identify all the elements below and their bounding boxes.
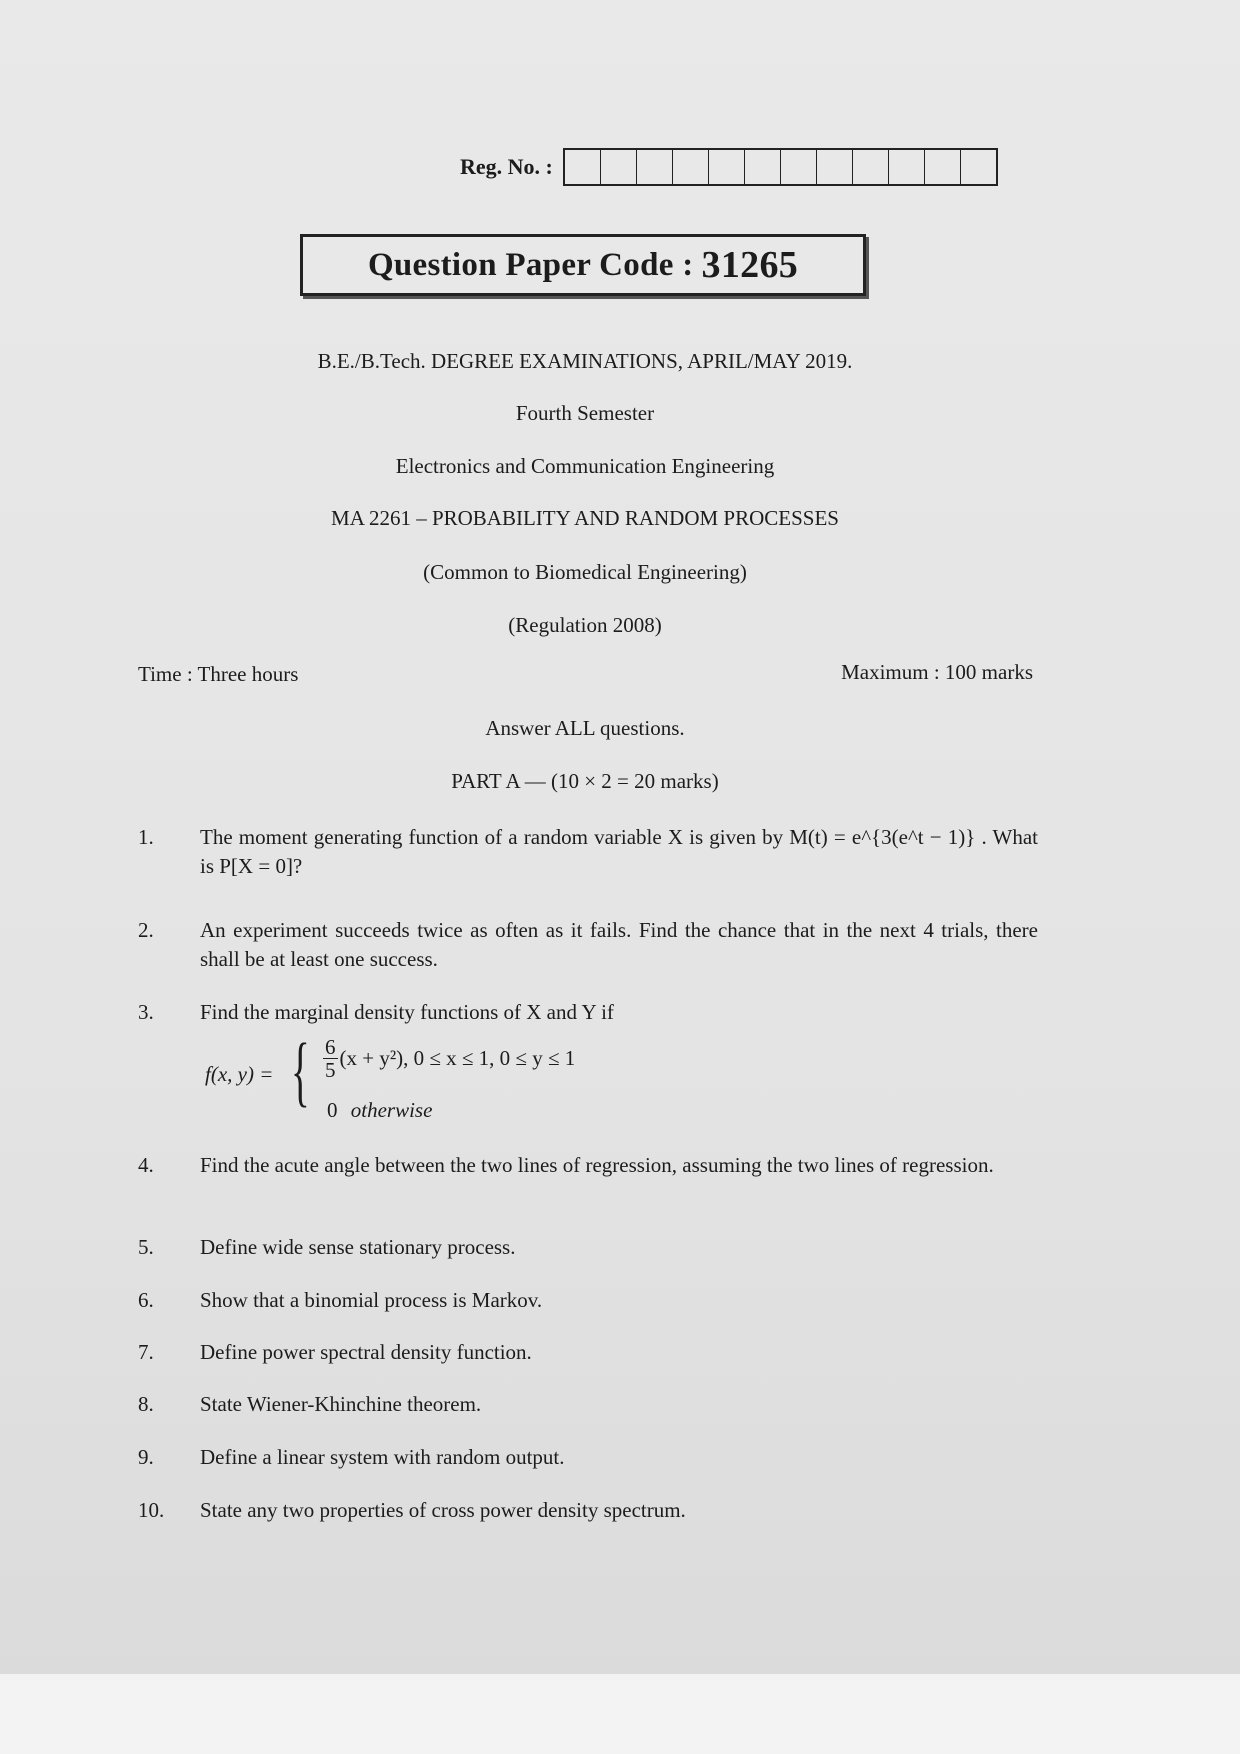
- question-1: [138, 823, 1038, 885]
- question-number: 3.: [138, 1000, 154, 1024]
- question-paper-code-box: [300, 234, 866, 296]
- reg-no-digit-box: [817, 150, 853, 184]
- question-number: 6.: [138, 1288, 154, 1312]
- maximum-marks: Maximum : 100 marks: [841, 660, 1033, 684]
- formula-lhs: f(x, y) =: [205, 1062, 274, 1086]
- reg-no-digit-box: [709, 150, 745, 184]
- question-4: [138, 1151, 1038, 1211]
- formula-fraction: [323, 1036, 338, 1081]
- time-allowed: Time : Three hours: [138, 662, 299, 686]
- course-title: MA 2261 – PROBABILITY AND RANDOM PROCESSES: [331, 506, 839, 530]
- question-number: 9.: [138, 1445, 154, 1469]
- question-text: An experiment succeeds twice as often as it fails. Find the chance that in the next 4 trials, there shall be at least one success.: [200, 918, 1038, 971]
- reg-no-digit-box: [637, 150, 673, 184]
- reg-no-digit-box: [925, 150, 961, 184]
- reg-no-digit-box: [781, 150, 817, 184]
- question-text: Define wide sense stationary process.: [200, 1235, 516, 1259]
- question-3: [138, 998, 1038, 1028]
- common-to: (Common to Biomedical Engineering): [423, 560, 747, 584]
- exam-title: B.E./B.Tech. DEGREE EXAMINATIONS, APRIL/MAY 2019.: [317, 349, 853, 373]
- question-number: 1.: [138, 825, 154, 849]
- reg-no-digit-box: [961, 150, 996, 184]
- question-text: Find the acute angle between the two lines of regression, assuming the two lines of regression.: [200, 1153, 994, 1177]
- semester: Fourth Semester: [515, 401, 655, 425]
- question-number: 10.: [138, 1498, 165, 1522]
- department: Electronics and Communication Engineering: [395, 454, 775, 478]
- regulation: (Regulation 2008): [508, 613, 662, 637]
- reg-no-digit-box: [889, 150, 925, 184]
- question-text: Show that a binomial process is Markov.: [200, 1288, 543, 1312]
- instruction: Answer ALL questions.: [485, 716, 685, 740]
- case-2-text: otherwise: [350, 1098, 433, 1122]
- formula-brace: {: [291, 1027, 310, 1114]
- reg-no-field: [460, 148, 998, 186]
- reg-no-digit-box: [565, 150, 601, 184]
- fraction-numerator: 6: [325, 1035, 336, 1059]
- question-text: State Wiener-Khinchine theorem.: [200, 1392, 482, 1416]
- question-paper-code-label: Question Paper Code :: [367, 246, 694, 283]
- case-1-expression: (x + y²), 0 ≤ x ≤ 1, 0 ≤ y ≤ 1: [339, 1046, 576, 1070]
- reg-no-digit-box: [673, 150, 709, 184]
- question-text: Define power spectral density function.: [200, 1340, 532, 1364]
- question-paper-code: 31265: [701, 244, 799, 286]
- question-number: 7.: [138, 1340, 154, 1364]
- formula-case-2: [327, 1098, 432, 1123]
- reg-no-boxes: [563, 148, 998, 186]
- question-text: Find the marginal density functions of X and Y if: [200, 1000, 614, 1024]
- part-a-heading: PART A — (10 × 2 = 20 marks): [451, 769, 719, 793]
- question-text: The moment generating function of a random variable X is given by M(t) = e^{3(e^t − 1)} . What is P[X = 0]?: [200, 825, 1038, 878]
- case-2-value: 0: [327, 1098, 338, 1122]
- question-number: 2.: [138, 918, 154, 942]
- formula-case-1: [323, 1036, 575, 1081]
- reg-no-digit-box: [853, 150, 889, 184]
- reg-no-digit-box: [601, 150, 637, 184]
- question-text: Define a linear system with random output.: [200, 1445, 565, 1469]
- question-2: [138, 916, 1038, 976]
- question-number: 8.: [138, 1392, 154, 1416]
- reg-no-label: Reg. No. :: [460, 154, 553, 179]
- question-number: 4.: [138, 1153, 154, 1177]
- reg-no-digit-box: [745, 150, 781, 184]
- question-number: 5.: [138, 1235, 154, 1259]
- fraction-denominator: 5: [325, 1058, 336, 1082]
- question-text: State any two properties of cross power density spectrum.: [200, 1498, 686, 1522]
